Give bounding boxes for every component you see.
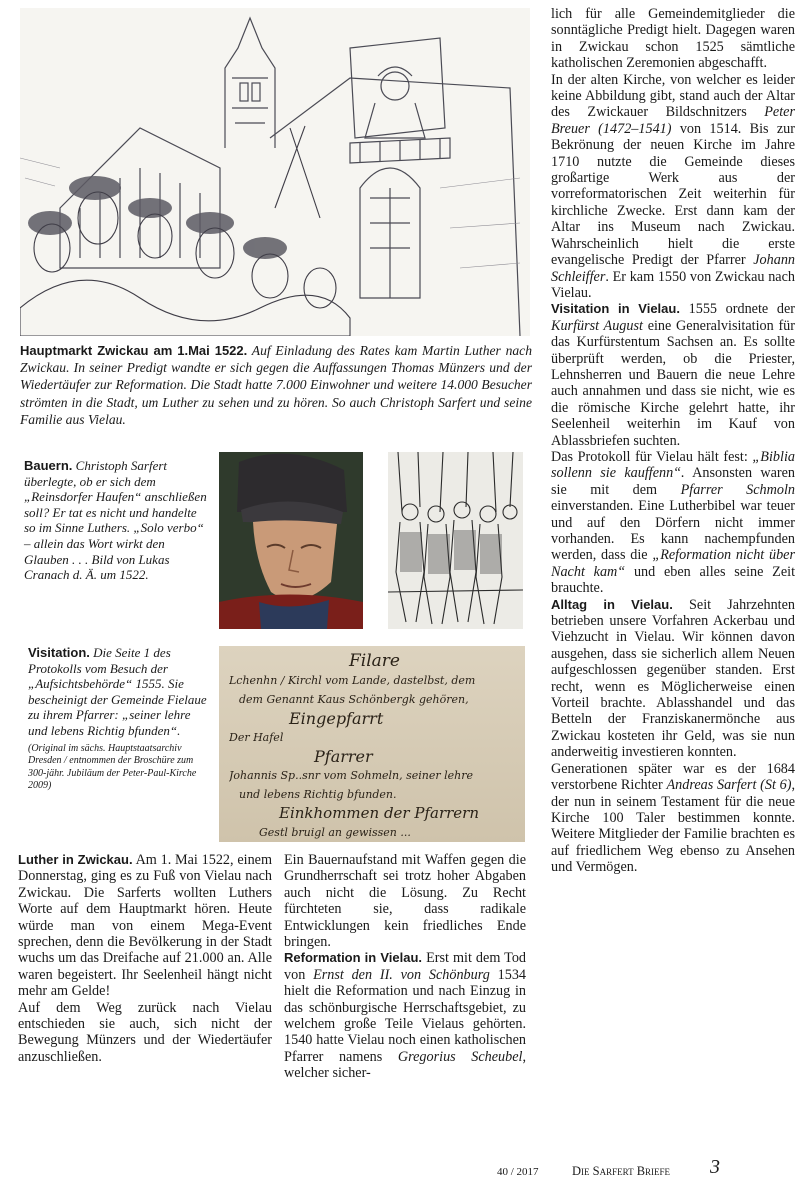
- portrait-cranach-painting: [219, 452, 363, 629]
- text-span: von 1514. Bis zur Bekrönung der neuen Kirche im Jahre 1710 nutzte die Gemeinde dieses großartige Werk aus der vorreformatorischen Zeit weiterhin für kirchliche Zwecke. Erst dann kam der Altar ins Museum nach Zwickau. Wahrscheinlich hielt die erste evangelische Predigt der Pfarrer: [551, 120, 796, 269]
- text-span: eine Generalvisitation für das Kurfürstentum Sachsen an. Es sollte überprüft werden, ob die Priester, Lehnsherren und Bauern die neue Lehre auch annahmen und dass sie nicht, wie es die römische Kirche gelehrt hatte, ihr Seelenheil weiterhin im Kauf von Ablassbriefen suchten.: [551, 317, 795, 449]
- quote-biblia: „Biblia sollenn sie kauffenn“.: [551, 448, 795, 482]
- name-peter-breuer: Peter Breuer (1472–1541): [551, 104, 795, 137]
- bauern-caption: [24, 458, 208, 583]
- paragraph-luther-in-zwickau: [18, 852, 272, 1000]
- manuscript-line: Einkhommen der Pfarrern: [279, 804, 479, 822]
- hero-caption: [20, 342, 532, 428]
- paragraph-alltag-in-vielau: [551, 597, 795, 761]
- text-span: Erst mit dem Tod von: [284, 950, 527, 983]
- hero-illustration-hauptmarkt: [20, 8, 530, 336]
- manuscript-line: Eingepfarrt: [289, 709, 384, 728]
- visitation-caption-text: Die Seite 1 des Protokolls vom Besuch der „Aufsichtsbehörde“ 1555. Sie bescheinigt der Gemeinde Fielaue zu ihrem Pfarrer: „seiner lehre und lebens Richtig bfunden“.: [28, 645, 207, 738]
- paragraph-visitation-in-vielau: [551, 301, 795, 449]
- paragraph-predigt: lich für alle Gemeindemitglieder die sonntägliche Predigt hielt. Dagegen waren in Zwickau schon 1525 sämtliche katholischen Zeremonien abgeschafft.: [551, 6, 795, 72]
- page-number: 3: [710, 1156, 720, 1178]
- visitation-caption-heading: Visitation.: [28, 645, 90, 660]
- manuscript-protocol-image: [219, 646, 525, 842]
- heading-alltag-in-vielau: Alltag in Vielau.: [551, 596, 673, 612]
- text-span: . Er kam 1550 von Zwickau nach Vielau.: [551, 268, 795, 301]
- text-span: In der alten Kirche, von welcher es leider keine Abbildung gibt, stand auch der Altar des Zwickauer Bildschnitzers: [551, 71, 795, 121]
- paragraph-protokoll: [551, 449, 795, 597]
- heading-visitation-in-vielau: Visitation in Vielau.: [551, 301, 680, 317]
- text-luther-in-zwickau: Am 1. Mai 1522, einem Donnerstag, ging es zu Fuß von Vielau nach Zwickau. Die Sarferts wollten Luthers Worte auf dem Hauptmarkt hören. Heute würde man von einem Mega-Event sprechen, denn die Bevölkerung in der Stadt wuchs um das Dreifache auf 21.000 an. Alle waren begeistert. Ihr Seelenheil hängt nicht mehr am Gelde!: [18, 852, 272, 1000]
- paragraph-alte-kirche: [551, 72, 795, 302]
- footer-issue: 40 / 2017: [497, 1166, 539, 1178]
- column-2: [284, 852, 526, 1082]
- column-1: [18, 852, 272, 1065]
- text-span: 1534 hielt die Reformation und nach Einzug in das schönburgische Herrschaftsgebiet, zu welchem große Teile Vielaus gehörten. 1540 hatte Vielau noch einen katholischen Pfarrer namens: [284, 966, 526, 1065]
- text-span: Ansonsten waren sie mit dem: [551, 465, 795, 498]
- text-span: , welcher sicher-: [284, 1048, 527, 1082]
- text-span: 1555 ordnete der: [688, 301, 795, 318]
- text-span: einverstanden. Eine Lutherbibel war teuer und auf den Dörfern nicht immer vorhanden. Es kann nachempfunden werden, dass die: [551, 498, 795, 564]
- name-kurfuerst-august: Kurfürst August: [551, 317, 643, 334]
- paragraph-reformation-in-vielau: [284, 950, 526, 1081]
- manuscript-line: Johannis Sp..snr vom Sohmeln, seiner lehre: [229, 769, 474, 782]
- paragraph-bauernaufstand: Ein Bauernaufstand mit Waffen gegen die Grundherrschaft sei trotz hoher Abgaben auch nicht die Lösung. Zu Recht fürchteten sie, dass radikale Entwicklungen kein friedliches Ende bringen.: [284, 852, 526, 951]
- name-ernst-von-schoenburg: Ernst den II. von Schönburg: [313, 966, 490, 983]
- name-pfarrer-schmoln: Pfarrer Schmoln: [680, 481, 796, 498]
- footer-title: Die Sarfert Briefe: [572, 1164, 671, 1178]
- bauern-text: Christoph Sarfert überlegte, ob er sich dem „Reinsdorfer Haufen“ anschließen soll? Er tat es nicht und handelte so im Sinne Luthers. „Solo verbo“ – allein das Wort wirkt den Glauben . . . Bild von Lukas Cranach d. Ä. um 1522.: [24, 458, 207, 583]
- hero-caption-heading: Hauptmarkt Zwickau am 1.Mai 1522.: [20, 343, 248, 358]
- quote-reformation-nicht-ueber-nacht: „Reformation nicht über Nacht kam“: [551, 547, 795, 580]
- manuscript-line: Pfarrer: [314, 747, 373, 766]
- text-span: Generationen später war es der 1684 verstorbene Richter: [551, 760, 795, 794]
- name-andreas-sarfert: Andreas Sarfert (St 6): [666, 777, 792, 794]
- text-span: , der nun in seinem Testament für die neue Kirche 100 Taler bestimmen konnte. Weitere Mitglieder der Familie brachten es auf friedlichem Weg ebenso zu Ansehen und Vermögen.: [551, 777, 796, 876]
- name-johann-schleiffer: Johann Schleiffer: [551, 252, 796, 285]
- bauern-heading: Bauern.: [24, 458, 73, 473]
- paragraph-weg-zurueck: [18, 1000, 272, 1066]
- manuscript-line: Gestl bruigl an gewissen ...: [259, 826, 411, 839]
- column-3: [551, 6, 795, 876]
- text-weg-zurueck: Auf dem Weg zurück nach Vielau entschieden sie auch, sich nicht der Bewegung Münzers und der Wiedertäufer anzuschließen.: [18, 999, 272, 1065]
- woodcut-soldiers-image: [388, 452, 523, 629]
- manuscript-line: Lchenhn / Kirchl vom Lande, dastelbst, dem: [229, 674, 476, 687]
- heading-reformation-in-vielau: Reformation in Vielau.: [284, 950, 423, 966]
- visitation-source-note: (Original im sächs. Hauptstaatsarchiv Dresden / entnommen der Broschüre zum 300-jähr. Jubiläum der Peter-Paul-Kirche 2009): [28, 742, 197, 792]
- manuscript-line: und lebens Richtig bfunden.: [239, 788, 397, 801]
- text-span: und eben alles seine Zeit brauchte.: [551, 563, 796, 597]
- hero-caption-text: Auf Einladung des Rates kam Martin Luther nach Zwickau. In seiner Predigt wandte er sich gegen die Auffassungen Thomas Münzers und der Wiedertäufer zur Reformation. Die Stadt hatte 7.000 Einwohner und weitere 14.000 Besucher strömten in die Stadt, um Luther zu sehen und zu hören. So auch Christoph Sarfert und seine Familie aus Vielau.: [20, 343, 532, 427]
- visitation-caption: [28, 645, 213, 793]
- text-span: Seit Jahrzehnten betrieben unsere Vorfahren Ackerbau und Viehzucht in Vielau. Wir können davon ausgehen, dass sie sicherlich allem Neuen aufgeschlossen gegenüber standen. Erst recht, wenn es Möglicherweise einen Vorteil brachte. Ablasshandel und das Betteln der Franziskanermönche aus Zwickau kosteten ihr Geld, was sie nun anderweitig investieren konnten.: [551, 596, 796, 761]
- name-gregorius-scheubel: Gregorius Scheubel: [397, 1048, 523, 1065]
- manuscript-line: dem Genannt Kaus Schönbergk gehören,: [239, 693, 469, 706]
- manuscript-line: Filare: [349, 652, 400, 671]
- manuscript-line: Der Hafel: [229, 731, 284, 744]
- heading-luther-in-zwickau: Luther in Zwickau.: [18, 852, 133, 867]
- paragraph-generationen: [551, 761, 795, 876]
- text-span: Das Protokoll für Vielau hält fest:: [551, 448, 748, 465]
